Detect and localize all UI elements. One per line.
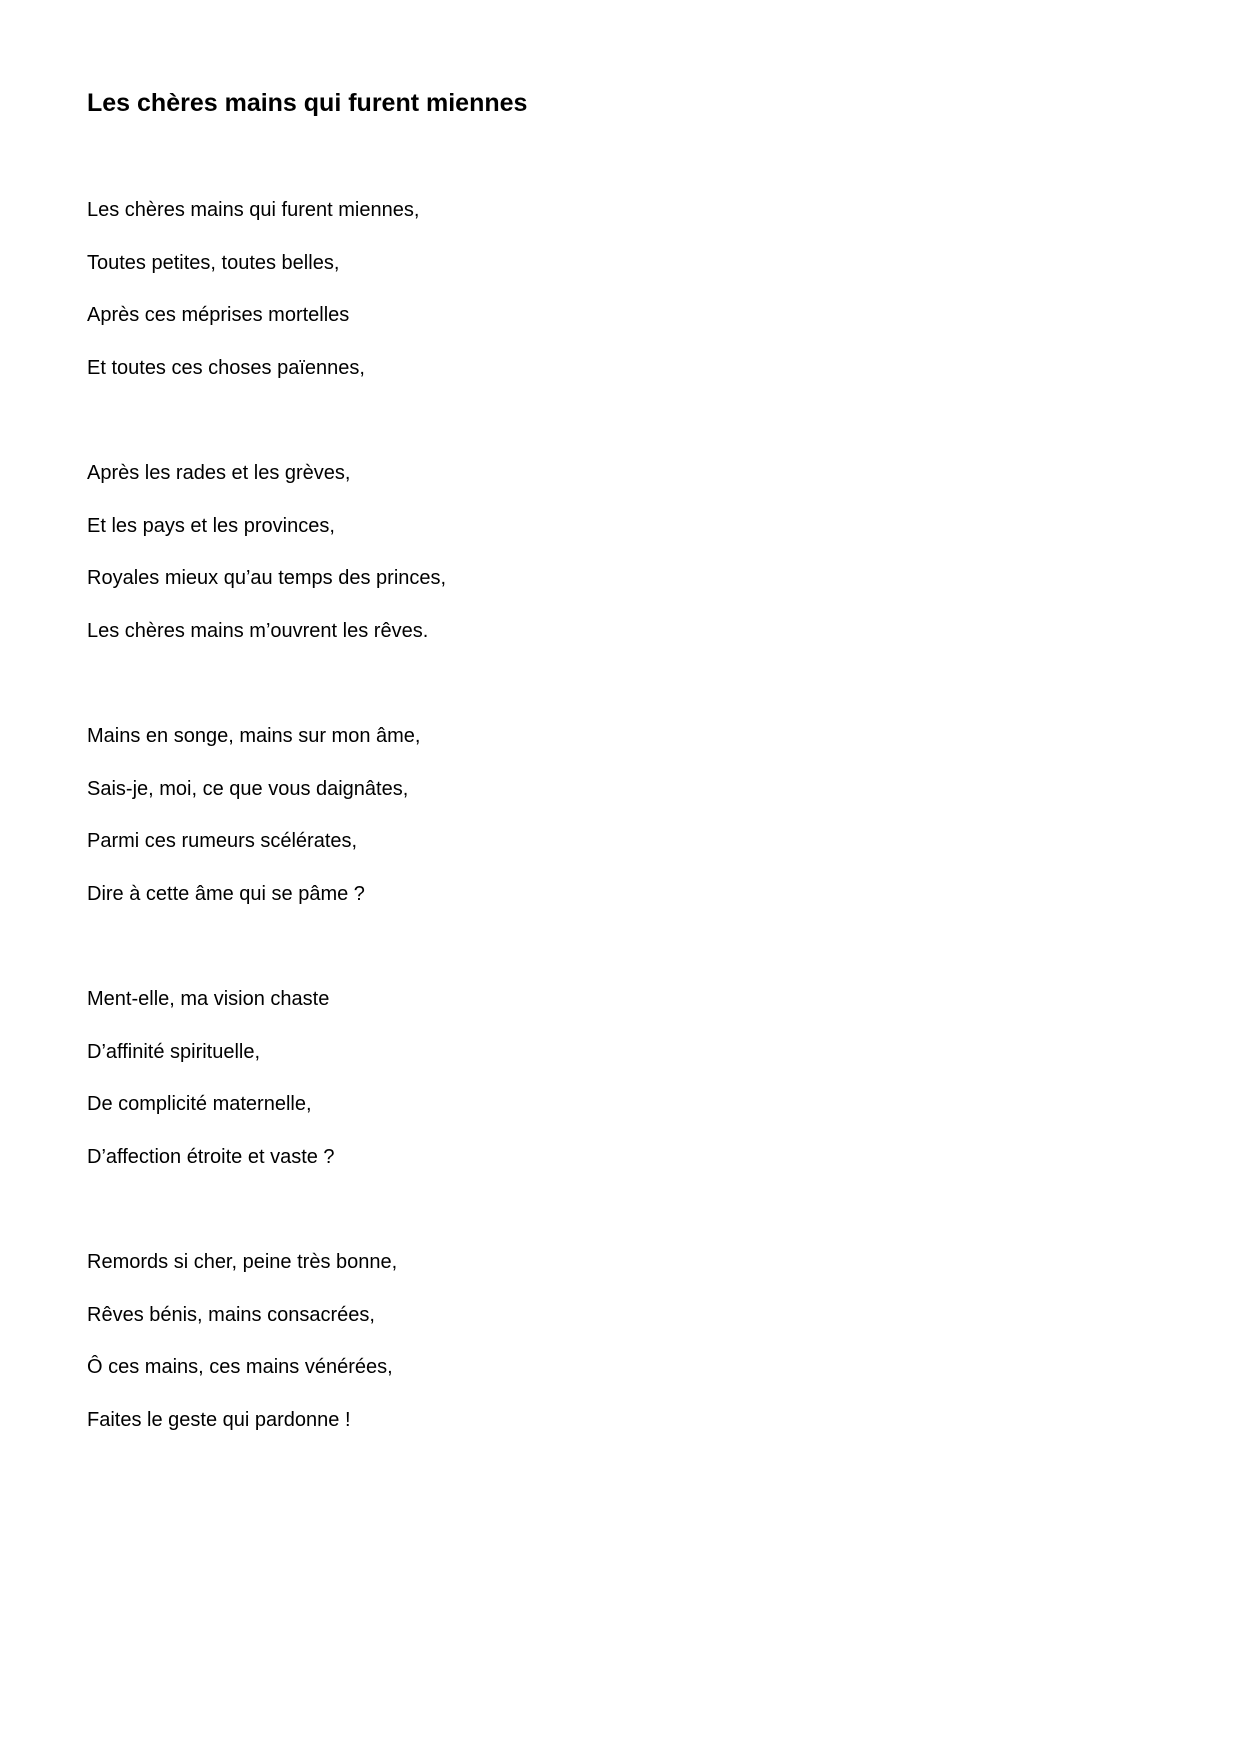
poem-title: Les chères mains qui furent miennes [87,89,528,117]
poem-line: Après les rades et les grèves, [87,462,351,484]
poem-line: Ment-elle, ma vision chaste [87,988,330,1010]
poem-line: Les chères mains m’ouvrent les rêves. [87,619,429,642]
poem-line: D’affinité spirituelle, [87,1040,261,1063]
stanza-2 [87,459,887,669]
poem-line: Rêves bénis, mains consacrées, [87,1303,375,1326]
poem-line: Mains en songe, mains sur mon âme, [87,725,421,747]
poem-line: Royales mieux qu’au temps des princes, [87,567,447,589]
poem-line: Toutes petites, toutes belles, [87,251,340,274]
poem-line: De complicité maternelle, [87,1093,312,1115]
poem-line: Dire à cette âme qui se pâme ? [87,882,365,905]
poem-line: Et toutes ces choses païennes, [87,356,365,379]
poem-line: Et les pays et les provinces, [87,514,335,537]
stanza-1 [87,196,887,406]
poem-line: Remords si cher, peine très bonne, [87,1251,398,1273]
poem-body [87,196,887,1511]
poem-line: Parmi ces rumeurs scélérates, [87,830,358,852]
poem-line: D’affection étroite et vaste ? [87,1145,335,1168]
stanza-3 [87,722,887,932]
poem-line: Sais-je, moi, ce que vous daignâtes, [87,777,409,800]
poem-line: Les chères mains qui furent miennes, [87,199,420,221]
poem-line: Ô ces mains, ces mains vénérées, [87,1356,393,1378]
poem-line: Après ces méprises mortelles [87,304,350,326]
stanza-4 [87,985,887,1195]
poem-line: Faites le geste qui pardonne ! [87,1408,351,1431]
stanza-5 [87,1248,887,1458]
